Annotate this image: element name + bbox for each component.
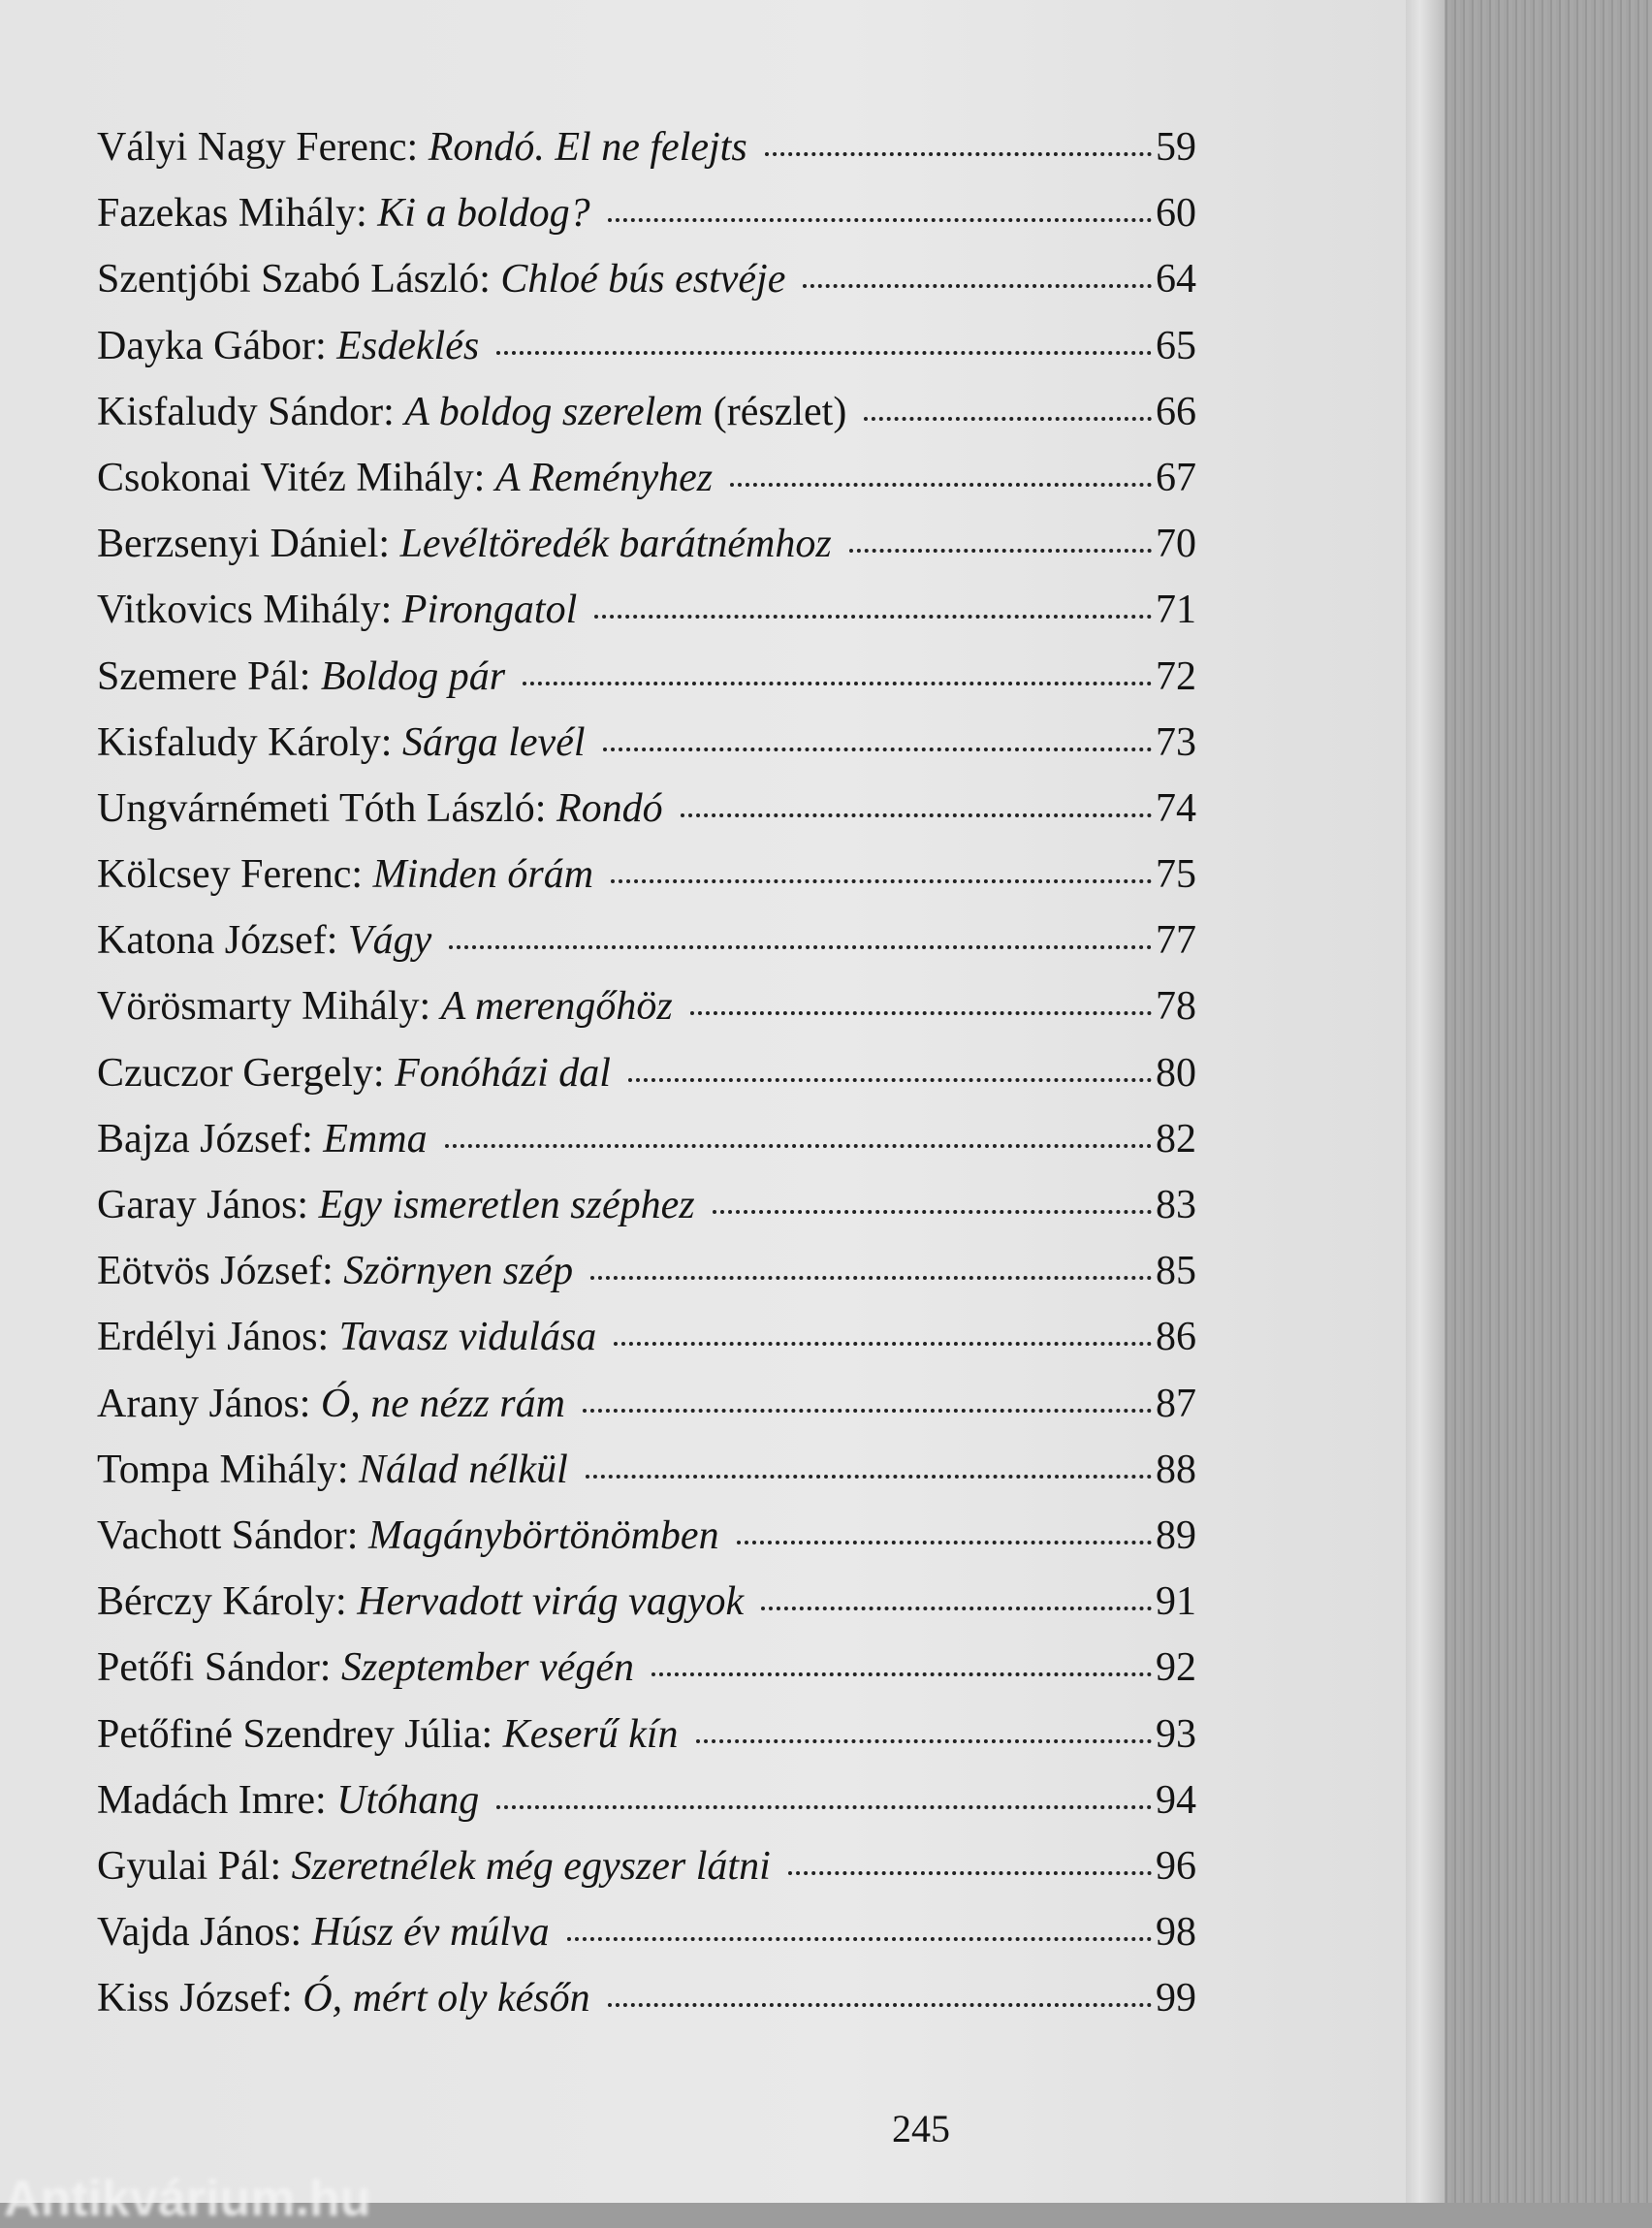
toc-page: 60 [1156, 191, 1196, 237]
toc-author: Petőfiné Szendrey Júlia: [97, 1711, 493, 1757]
toc-author: Vachott Sándor: [97, 1512, 359, 1558]
background-surface [1443, 0, 1652, 2203]
toc-entry-text [97, 114, 747, 180]
toc-title: Nálad nélkül [359, 1447, 568, 1492]
table-of-contents [97, 114, 1196, 2031]
toc-title: Ó, mért oly későn [302, 1976, 590, 2021]
toc-page: 59 [1156, 125, 1196, 170]
toc-author: Fazekas Mihály: [97, 191, 367, 237]
toc-page: 93 [1156, 1711, 1196, 1757]
dot-leader [583, 1409, 1152, 1413]
toc-title: Ó, ne nézz rám [320, 1381, 565, 1426]
toc-title: Szeptember végén [340, 1645, 635, 1691]
toc-page: 88 [1156, 1447, 1196, 1492]
toc-page: 78 [1156, 984, 1196, 1030]
toc-entry [97, 246, 1196, 312]
toc-author: Czuczor Gergely: [97, 1050, 385, 1096]
dot-leader [713, 1210, 1152, 1214]
toc-title: Szörnyen szép [343, 1249, 574, 1294]
toc-author: Bajza József: [97, 1116, 313, 1162]
toc-page: 94 [1156, 1777, 1196, 1823]
toc-title: Vágy [347, 918, 432, 964]
toc-page: 86 [1156, 1315, 1196, 1360]
toc-author: Gyulai Pál: [97, 1843, 282, 1889]
dot-leader [449, 945, 1152, 949]
toc-page: 83 [1156, 1183, 1196, 1227]
dot-leader [608, 218, 1152, 222]
toc-title: Minden órám [372, 852, 594, 898]
toc-entry [97, 1635, 1196, 1701]
toc-entry [97, 1569, 1196, 1635]
toc-author: Kölcsey Ferenc: [97, 852, 364, 898]
toc-author: Tompa Mihály: [97, 1447, 349, 1492]
toc-title: Keserű kín [502, 1711, 679, 1757]
toc-entry-text [97, 842, 593, 907]
toc-title: Ki a boldog? [377, 191, 590, 237]
dot-leader [496, 351, 1152, 355]
toc-author: Szemere Pál: [97, 653, 311, 699]
toc-entry [97, 710, 1196, 776]
toc-title: Rondó [556, 785, 663, 831]
toc-title: Tavasz vidulása [338, 1315, 597, 1360]
toc-entry [97, 1437, 1196, 1503]
toc-page: 73 [1156, 719, 1196, 765]
toc-author: Kisfaludy Sándor: [97, 389, 395, 434]
toc-page: 70 [1156, 522, 1196, 567]
dot-leader [737, 1541, 1152, 1544]
toc-entry [97, 511, 1196, 577]
toc-author: Madách Imre: [97, 1777, 327, 1823]
toc-author: Kisfaludy Károly: [97, 719, 393, 765]
toc-entry-text [97, 907, 431, 973]
toc-page: 96 [1156, 1843, 1196, 1889]
toc-page: 72 [1156, 653, 1196, 699]
toc-author: Csokonai Vitéz Mihály: [97, 455, 486, 500]
dot-leader [608, 2003, 1152, 2007]
toc-entry-text [97, 1040, 611, 1106]
toc-entry-text [97, 1371, 565, 1437]
toc-entry-text [97, 445, 713, 511]
toc-author: Arany János: [97, 1381, 311, 1426]
toc-entry [97, 1304, 1196, 1370]
toc-entry-text [97, 1503, 719, 1569]
toc-entry [97, 1833, 1196, 1899]
toc-entry [97, 1172, 1196, 1238]
dot-leader [594, 615, 1152, 619]
toc-entry [97, 1899, 1196, 1965]
toc-entry [97, 180, 1196, 246]
toc-entry [97, 1040, 1196, 1106]
toc-entry-text [97, 1437, 568, 1503]
toc-entry-text [97, 973, 673, 1039]
toc-entry-text [97, 577, 577, 643]
dot-leader [730, 483, 1152, 487]
toc-entry [97, 1371, 1196, 1437]
toc-entry-text [97, 313, 479, 379]
toc-entry-text [97, 246, 785, 312]
dot-leader [611, 879, 1152, 883]
toc-page: 82 [1156, 1116, 1196, 1162]
toc-author: Garay János: [97, 1183, 309, 1227]
page-number: 245 [892, 2107, 950, 2150]
toc-author: Bérczy Károly: [97, 1579, 347, 1625]
dot-leader [628, 1078, 1152, 1082]
toc-author: Vajda János: [97, 1910, 302, 1956]
toc-page: 67 [1156, 455, 1196, 500]
toc-author: Ungvárnémeti Tóth László: [97, 785, 547, 831]
toc-entry-text [97, 1304, 596, 1370]
toc-author: Berzsenyi Dániel: [97, 522, 391, 567]
toc-title: Magánybörtönömben [367, 1512, 719, 1558]
toc-title: Esdeklés [336, 323, 480, 368]
toc-title: Emma [323, 1116, 428, 1162]
dot-leader [849, 549, 1152, 553]
toc-entry [97, 1767, 1196, 1833]
toc-entry-text [97, 180, 590, 246]
toc-entry-text [97, 644, 505, 710]
toc-author: Petőfi Sándor: [97, 1645, 332, 1691]
dot-leader [614, 1342, 1152, 1346]
dot-leader [696, 1739, 1152, 1743]
toc-page: 77 [1156, 918, 1196, 964]
toc-title: Rondó. El ne felejts [428, 125, 747, 170]
toc-entry-text [97, 1569, 744, 1635]
toc-entry [97, 842, 1196, 907]
toc-entry [97, 379, 1196, 445]
toc-entry-text [97, 511, 832, 577]
dot-leader [603, 748, 1152, 751]
dot-leader [567, 1937, 1152, 1941]
toc-title: Chloé bús estvéje [500, 257, 786, 302]
dot-leader [586, 1475, 1152, 1479]
toc-page: 99 [1156, 1976, 1196, 2021]
toc-entry [97, 776, 1196, 842]
toc-author: Vitkovics Mihály: [97, 588, 393, 633]
toc-page: 71 [1156, 588, 1196, 633]
dot-leader [681, 813, 1152, 817]
toc-entry [97, 1503, 1196, 1569]
dot-leader [765, 152, 1152, 156]
toc-entry-text [97, 1833, 771, 1899]
toc-entry [97, 973, 1196, 1039]
toc-author: Erdélyi János: [97, 1315, 330, 1360]
toc-entry-text [97, 1106, 428, 1172]
toc-title: Utóhang [336, 1777, 480, 1823]
toc-author: Eötvös József: [97, 1249, 334, 1294]
toc-entry [97, 1965, 1196, 2031]
toc-entry-text [97, 1238, 573, 1304]
dot-leader [496, 1805, 1152, 1809]
toc-entry [97, 1106, 1196, 1172]
toc-author: Szentjóbi Szabó László: [97, 257, 491, 302]
toc-title: Szeretnélek még egyszer látni [291, 1843, 771, 1889]
toc-title: A Reményhez [494, 455, 714, 500]
toc-entry [97, 577, 1196, 643]
toc-entry-text [97, 1702, 679, 1767]
toc-title: Húsz év múlva [311, 1910, 550, 1956]
toc-entry-text [97, 776, 663, 842]
toc-entry [97, 1238, 1196, 1304]
toc-page: 75 [1156, 852, 1196, 898]
toc-entry [97, 445, 1196, 511]
toc-entry-text [97, 1635, 634, 1701]
toc-entry [97, 313, 1196, 379]
toc-title: Levéltöredék barátnémhoz [399, 522, 832, 567]
dot-leader [590, 1276, 1152, 1280]
toc-page: 87 [1156, 1381, 1196, 1426]
toc-page: 98 [1156, 1910, 1196, 1956]
toc-title: Egy ismeretlen széphez [318, 1183, 695, 1227]
toc-author: Katona József: [97, 918, 338, 964]
toc-page: 65 [1156, 323, 1196, 368]
toc-page: 92 [1156, 1645, 1196, 1691]
toc-title: A boldog szerelem [404, 389, 704, 434]
watermark: Antikvárium.hu [4, 2171, 371, 2227]
toc-title: Fonóházi dal [395, 1050, 611, 1096]
toc-title: Pirongatol [401, 588, 578, 633]
toc-title: Hervadott virág vagyok [357, 1579, 745, 1625]
toc-author: Vörösmarty Mihály: [97, 984, 431, 1030]
toc-entry [97, 114, 1196, 180]
toc-page: 85 [1156, 1249, 1196, 1294]
toc-page: 74 [1156, 785, 1196, 831]
toc-entry-text [97, 1172, 695, 1238]
toc-page: 64 [1156, 257, 1196, 302]
toc-page: 80 [1156, 1050, 1196, 1096]
toc-entry-text [97, 710, 586, 776]
toc-entry-text [97, 1965, 590, 2031]
toc-entry-text [97, 1767, 479, 1833]
dot-leader [864, 417, 1152, 421]
toc-entry-text [97, 1899, 550, 1965]
toc-author: Kiss József: [97, 1976, 293, 2021]
dot-leader [523, 682, 1152, 685]
toc-entry [97, 1702, 1196, 1767]
toc-title: A merengőhöz [440, 984, 673, 1030]
toc-entry-text [97, 379, 846, 445]
dot-leader [651, 1672, 1152, 1676]
page-edge [1404, 0, 1445, 2203]
toc-entry [97, 907, 1196, 973]
toc-page: 91 [1156, 1579, 1196, 1625]
toc-note: (részlet) [713, 389, 847, 434]
toc-author: Vályi Nagy Ferenc: [97, 125, 419, 170]
toc-page: 66 [1156, 389, 1196, 434]
toc-title: Sárga levél [401, 719, 586, 765]
toc-entry [97, 644, 1196, 710]
dot-leader [803, 284, 1152, 288]
toc-author: Dayka Gábor: [97, 323, 327, 368]
toc-title: Boldog pár [320, 653, 506, 699]
toc-page: 89 [1156, 1512, 1196, 1558]
dot-leader [445, 1144, 1152, 1148]
dot-leader [761, 1607, 1152, 1610]
dot-leader [690, 1011, 1152, 1015]
dot-leader [788, 1871, 1152, 1875]
